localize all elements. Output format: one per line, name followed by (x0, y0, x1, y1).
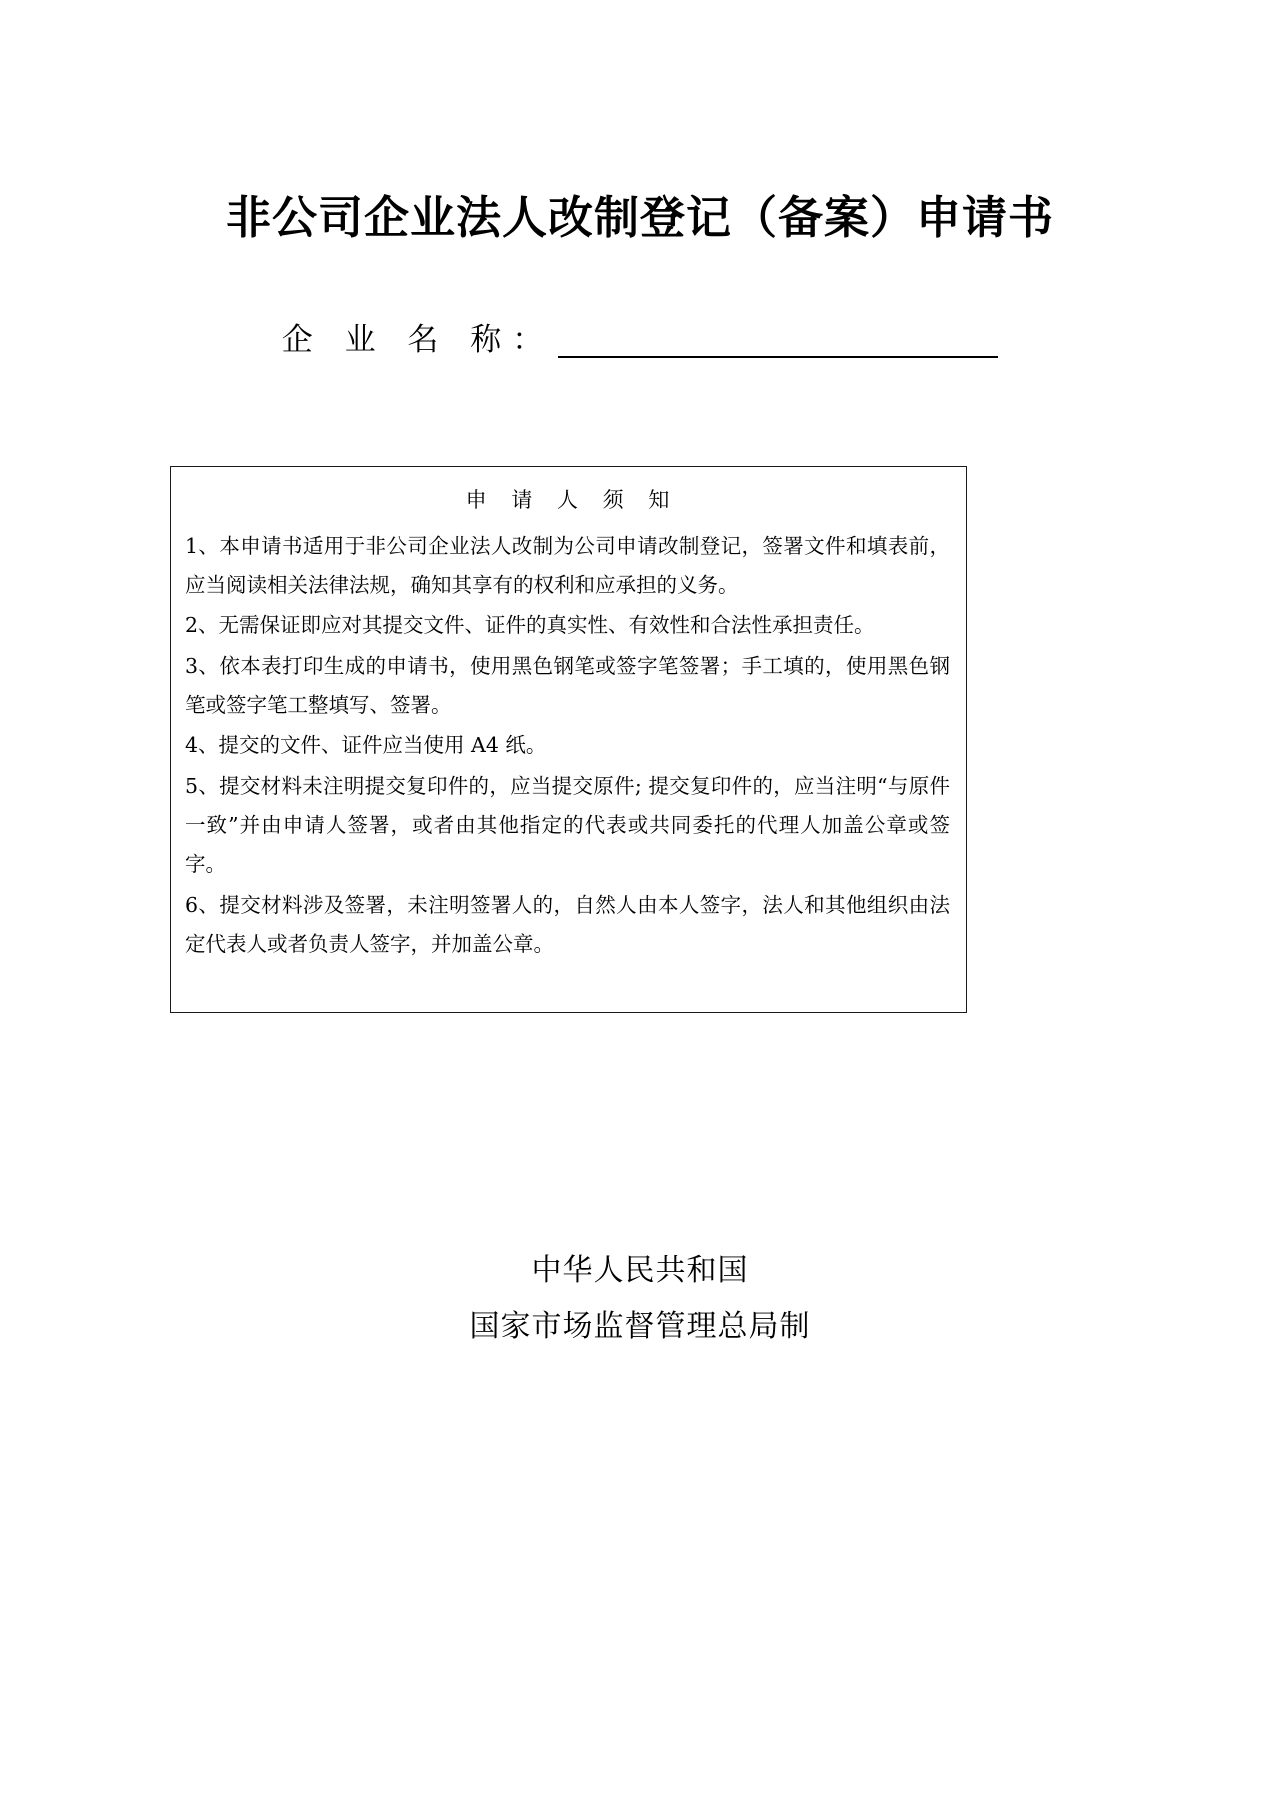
notice-item: 6、提交材料涉及签署，未注明签署人的，自然人由本人签字，法人和其他组织由法定代表人或者负责人签字，并加盖公章。 (185, 892, 950, 957)
notice-item: 5、提交材料未注明提交复印件的，应当提交原件; 提交复印件的，应当注明“与原件一致”并由申请人签署，或者由其他指定的代表或共同委托的代理人加盖公章或签字。 (185, 773, 950, 877)
issuing-authority (0, 1243, 1280, 1354)
page-title: 非公司企业法人改制登记（备案）申请书 (225, 191, 1054, 245)
notice-item: 2、无需保证即应对其提交文件、证件的真实性、有效性和合法性承担责任。 (185, 613, 875, 638)
issuing-authority-name: 国家市场监督管理总局制 (469, 1308, 811, 1344)
notice-item: 3、依本表打印生成的申请书，使用黑色钢笔或签字笔签署；手工填的，使用黑色钢笔或签字笔工整填写、签署。 (185, 653, 950, 717)
enterprise-name-input[interactable] (558, 322, 998, 358)
enterprise-name-row (0, 322, 1280, 358)
notice-item: 1、本申请书适用于非公司企业法人改制为公司申请改制登记，签署文件和填表前，应当阅读相关法律法规，确知其享有的权利和应承担的义务。 (185, 533, 950, 597)
applicant-notice-heading: 申 请 人 须 知 (465, 488, 679, 512)
notice-item: 4、提交的文件、证件应当使用 A4 纸。 (185, 733, 547, 758)
issuing-authority-country: 中华人民共和国 (531, 1253, 749, 1288)
applicant-notice-list (185, 527, 950, 965)
applicant-notice-box (170, 466, 967, 1013)
enterprise-name-label: 企 业 名 称： (281, 322, 555, 358)
